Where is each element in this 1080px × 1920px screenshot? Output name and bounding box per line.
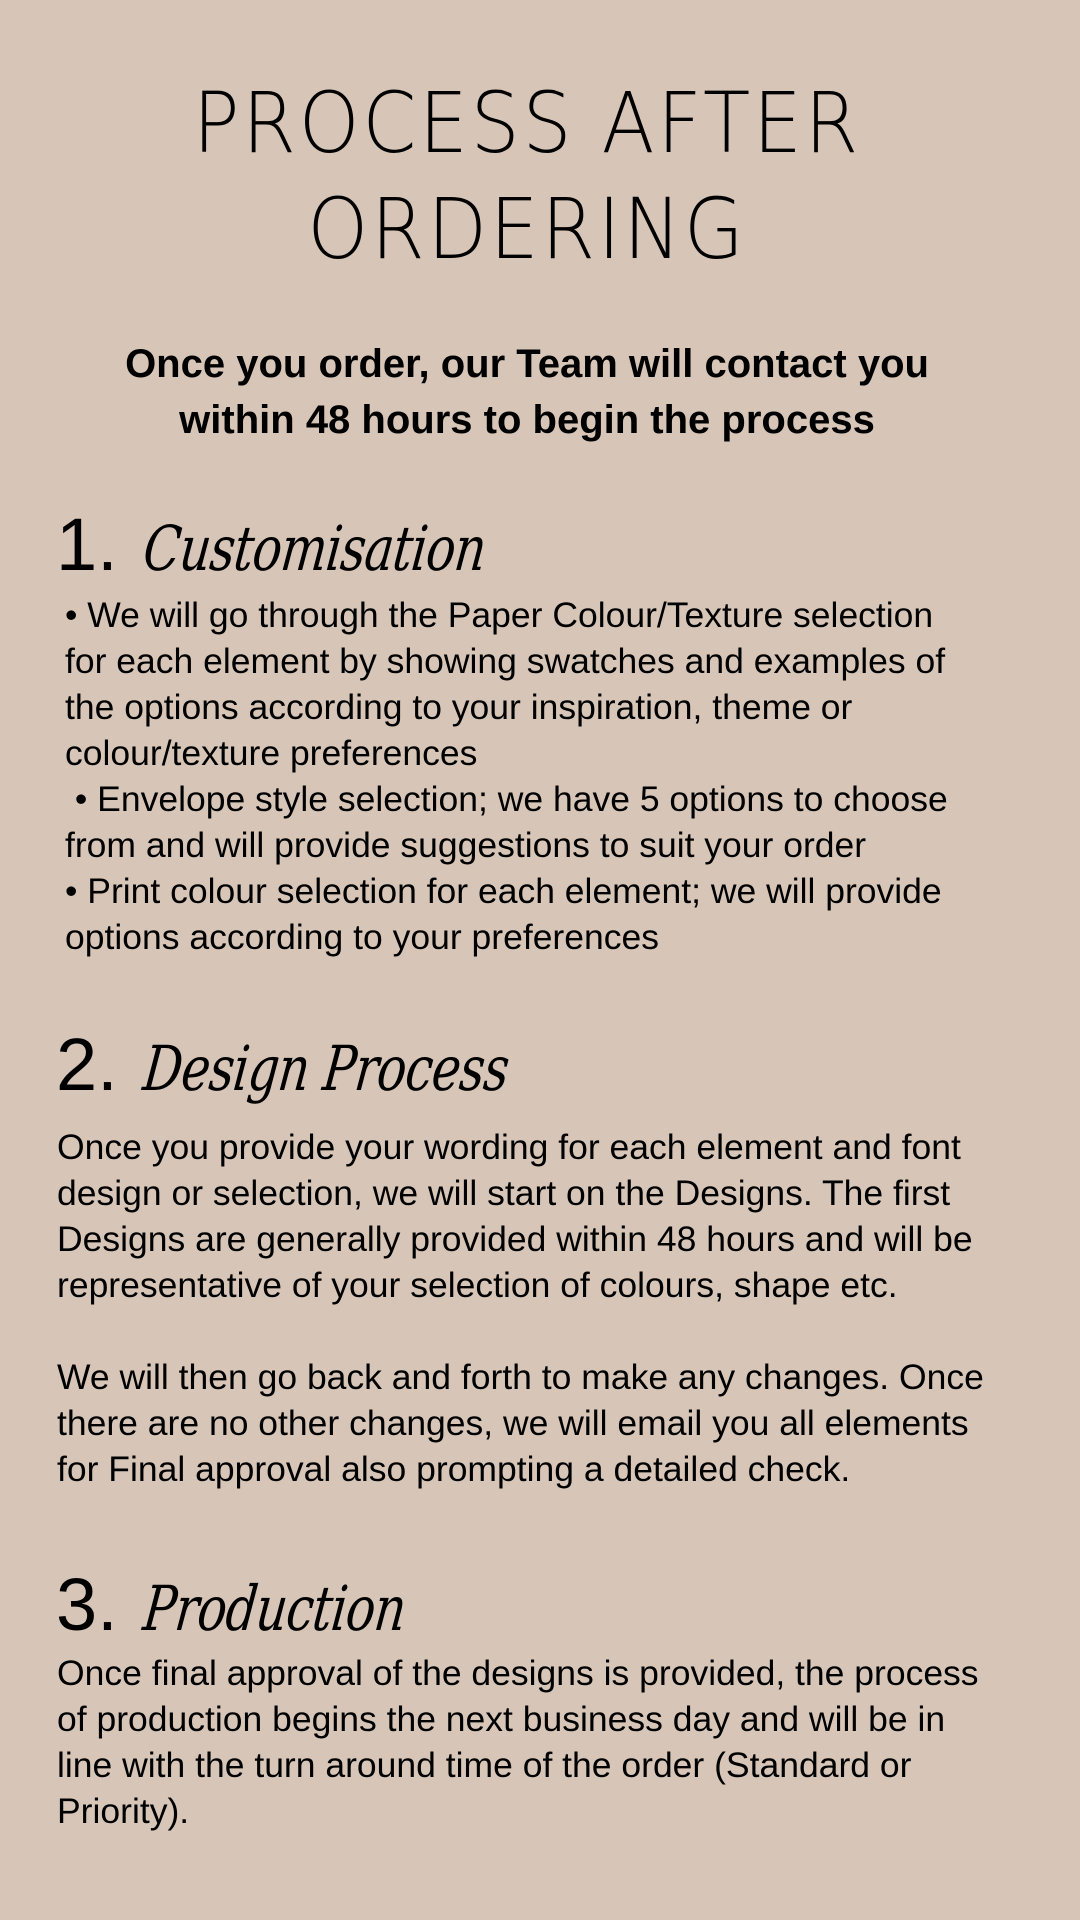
body-line: options according to your preferences [65,917,659,957]
page-title [42,70,1012,282]
body-line: design or selection, we will start on the Designs. The first [57,1173,951,1213]
title-line-2: ORDERING [307,180,747,278]
body-line: line with the turn around time of the order (Standard or [57,1745,912,1785]
body-line: of production begins the next business day and will be in [57,1699,946,1739]
body-line: • Print colour selection for each element; we will provide [65,871,942,911]
section-body-production [57,1650,1047,1834]
section-heading-customisation [56,505,578,585]
body-line: • We will go through the Paper Colour/Texture selection [65,595,934,635]
body-line: Designs are generally provided within 48 hours and will be [57,1219,973,1259]
body-line: for Final approval also prompting a detailed check. [57,1449,851,1489]
body-line: there are no other changes, we will email you all elements [57,1403,969,1443]
paragraph-gap [57,1308,1047,1354]
step-number: 1. [56,503,118,586]
section-heading-design-process [56,1025,607,1105]
subtitle-line-2: within 48 hours to begin the process [179,398,875,442]
body-line: Once final approval of the designs is provided, the process [57,1653,979,1693]
body-line: the options according to your inspiration, theme or [65,687,853,727]
subtitle-line-1: Once you order, our Team will contact you [125,342,929,386]
body-line: colour/texture preferences [65,733,478,773]
body-line: Once you provide your wording for each element and font [57,1127,961,1167]
body-line: Priority). [57,1791,190,1831]
intro-subtitle [0,336,1054,448]
section-body-design-process [57,1124,1047,1492]
body-line: for each element by showing swatches and examples of [65,641,946,681]
step-number: 2. [56,1023,118,1106]
body-line: representative of your selection of colours, shape etc. [57,1265,898,1305]
section-heading-production [56,1565,475,1645]
step-number: 3. [56,1563,118,1646]
body-line: • Envelope style selection; we have 5 options to choose [65,779,948,819]
section-body-customisation [65,592,1055,960]
section-title: Customisation [139,512,490,585]
section-title: Design Process [139,1032,513,1105]
title-line-1: PROCESS AFTER [192,74,862,172]
section-title: Production [139,1572,410,1645]
body-line: We will then go back and forth to make any changes. Once [57,1357,984,1397]
body-line: from and will provide suggestions to suit your order [65,825,867,865]
